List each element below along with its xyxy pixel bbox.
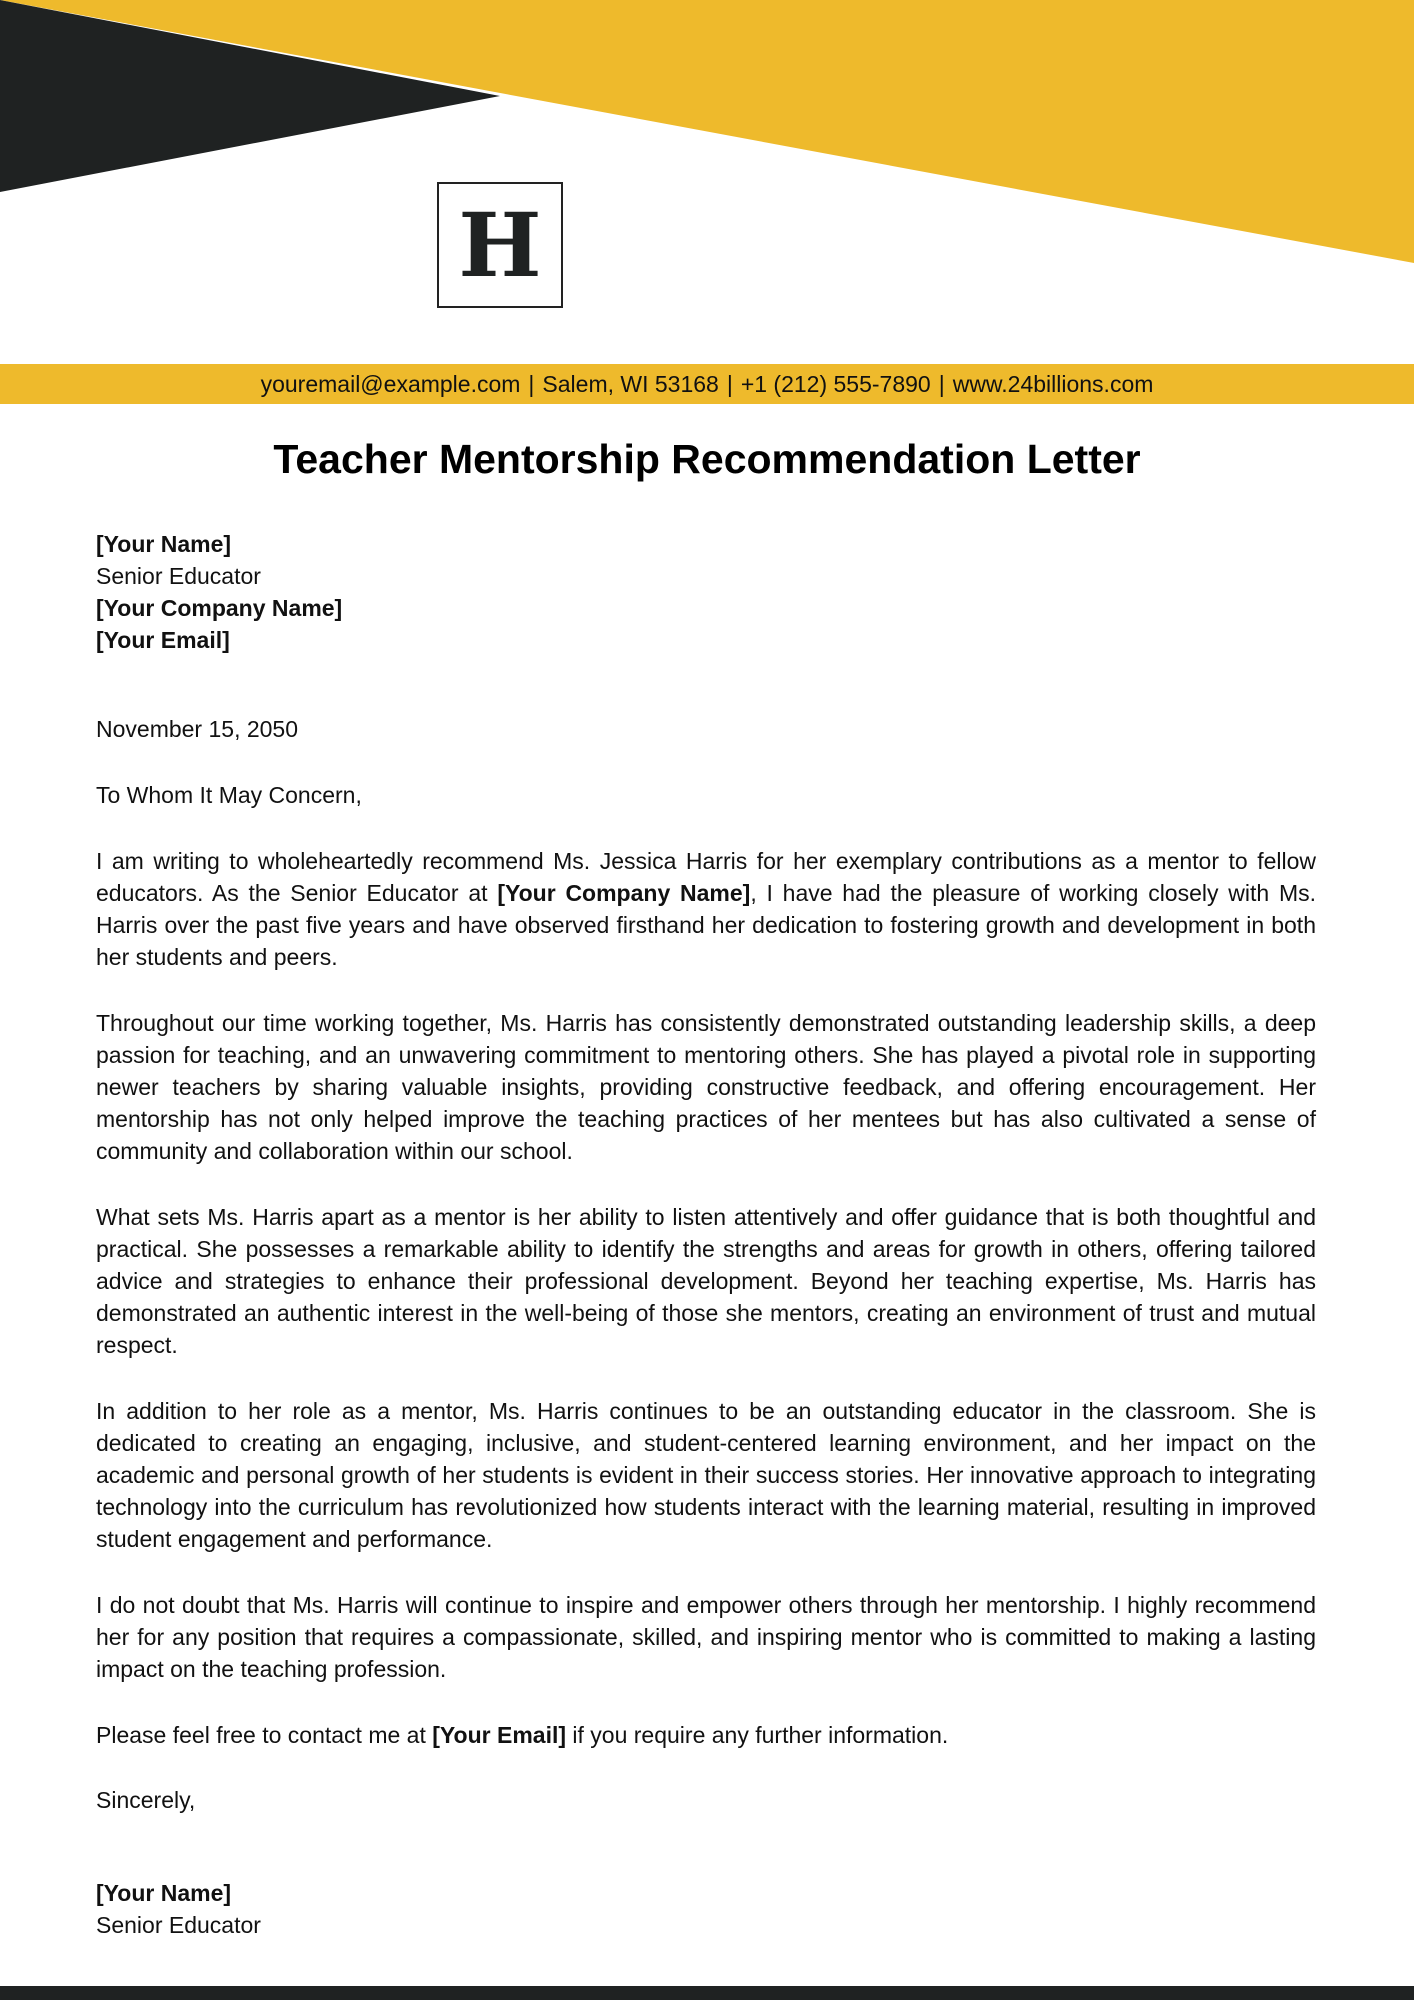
signature-name: [Your Name]: [96, 1880, 232, 1906]
logo: [437, 182, 563, 308]
contact-email: youremail@example.com: [260, 370, 521, 397]
sender-email: [Your Email]: [96, 627, 230, 653]
paragraph-6-text-b: if you require any further information.: [566, 1722, 949, 1748]
footer-bar: [0, 1986, 1414, 2000]
signature-position: Senior Educator: [96, 1912, 261, 1938]
sender-company: [Your Company Name]: [96, 595, 343, 621]
paragraph-4: In addition to her role as a mentor, Ms. Harris continues to be an outstanding educator in the classroom. She is dedicated to creating an engaging, inclusive, and student-centered learning environment, and her impact on the academic and personal growth of her students is evident in their success stories. Her innovative approach to integrating technology into the curriculum has revolutionized how students interact with the learning material, resulting in improved student engagement and performance.: [96, 1398, 1316, 1552]
letter-title: Teacher Mentorship Recommendation Letter: [273, 436, 1141, 482]
paragraph-5: I do not doubt that Ms. Harris will continue to inspire and empower others through her mentorship. I highly recommend her for any position that requires a compassionate, skilled, and inspiring mentor who is committed to making a lasting impact on the teaching profession.: [96, 1592, 1316, 1682]
paragraph-1: [96, 845, 1316, 973]
signature-block: [96, 1877, 1316, 1941]
paragraph-1-text-a: I am writing to wholeheartedly recommend Ms. Jessica Harris for her exemplary contributions as a mentor to fellow educators. As the Senior Educator at: [96, 848, 1316, 906]
sender-block: [96, 528, 1316, 656]
paragraph-6-email: [Your Email]: [432, 1722, 567, 1748]
contact-separator: |: [938, 370, 945, 397]
letter-date: November 15, 2050: [96, 716, 299, 742]
header-decoration: [0, 0, 1414, 300]
contact-phone: +1 (212) 555-7890: [740, 370, 931, 397]
paragraph-2: Throughout our time working together, Ms. Harris has consistently demonstrated outstanding leadership skills, a deep passion for teaching, and an unwavering commitment to mentoring others. She has played a pivotal role in supporting newer teachers by sharing valuable insights, providing constructive feedback, and offering encouragement. Her mentorship has not only helped improve the teaching practices of her mentees but has also cultivated a sense of community and collaboration within our school.: [96, 1010, 1316, 1164]
closing: Sincerely,: [96, 1787, 196, 1813]
sender-name: [Your Name]: [96, 531, 232, 557]
paragraph-6: [96, 1719, 1316, 1751]
paragraph-6-text-a: Please feel free to contact me at: [96, 1722, 433, 1748]
sender-position: Senior Educator: [96, 563, 261, 589]
paragraph-1-text-b: , I have had the pleasure of working closely with Ms. Harris over the past five years and have observed firsthand her dedication to fostering growth and development in both her students and peers.: [96, 880, 1317, 970]
paragraph-1-company: [Your Company Name]: [497, 880, 751, 906]
letter-body: [96, 528, 1316, 1941]
salutation: To Whom It May Concern,: [96, 782, 362, 808]
paragraph-3: What sets Ms. Harris apart as a mentor is her ability to listen attentively and offer guidance that is both thoughtful and practical. She possesses a remarkable ability to identify the strengths and areas for growth in others, offering tailored advice and strategies to enhance their professional development. Beyond her teaching expertise, Ms. Harris has demonstrated an authentic interest in the well-being of those she mentors, creating an environment of trust and mutual respect.: [96, 1204, 1316, 1358]
contact-separator: |: [726, 370, 733, 397]
contact-separator: |: [528, 370, 535, 397]
contact-website: www.24billions.com: [952, 370, 1154, 397]
contact-bar: [0, 364, 1414, 404]
contact-location: Salem, WI 53168: [542, 370, 719, 397]
logo-letter: H: [458, 193, 542, 297]
